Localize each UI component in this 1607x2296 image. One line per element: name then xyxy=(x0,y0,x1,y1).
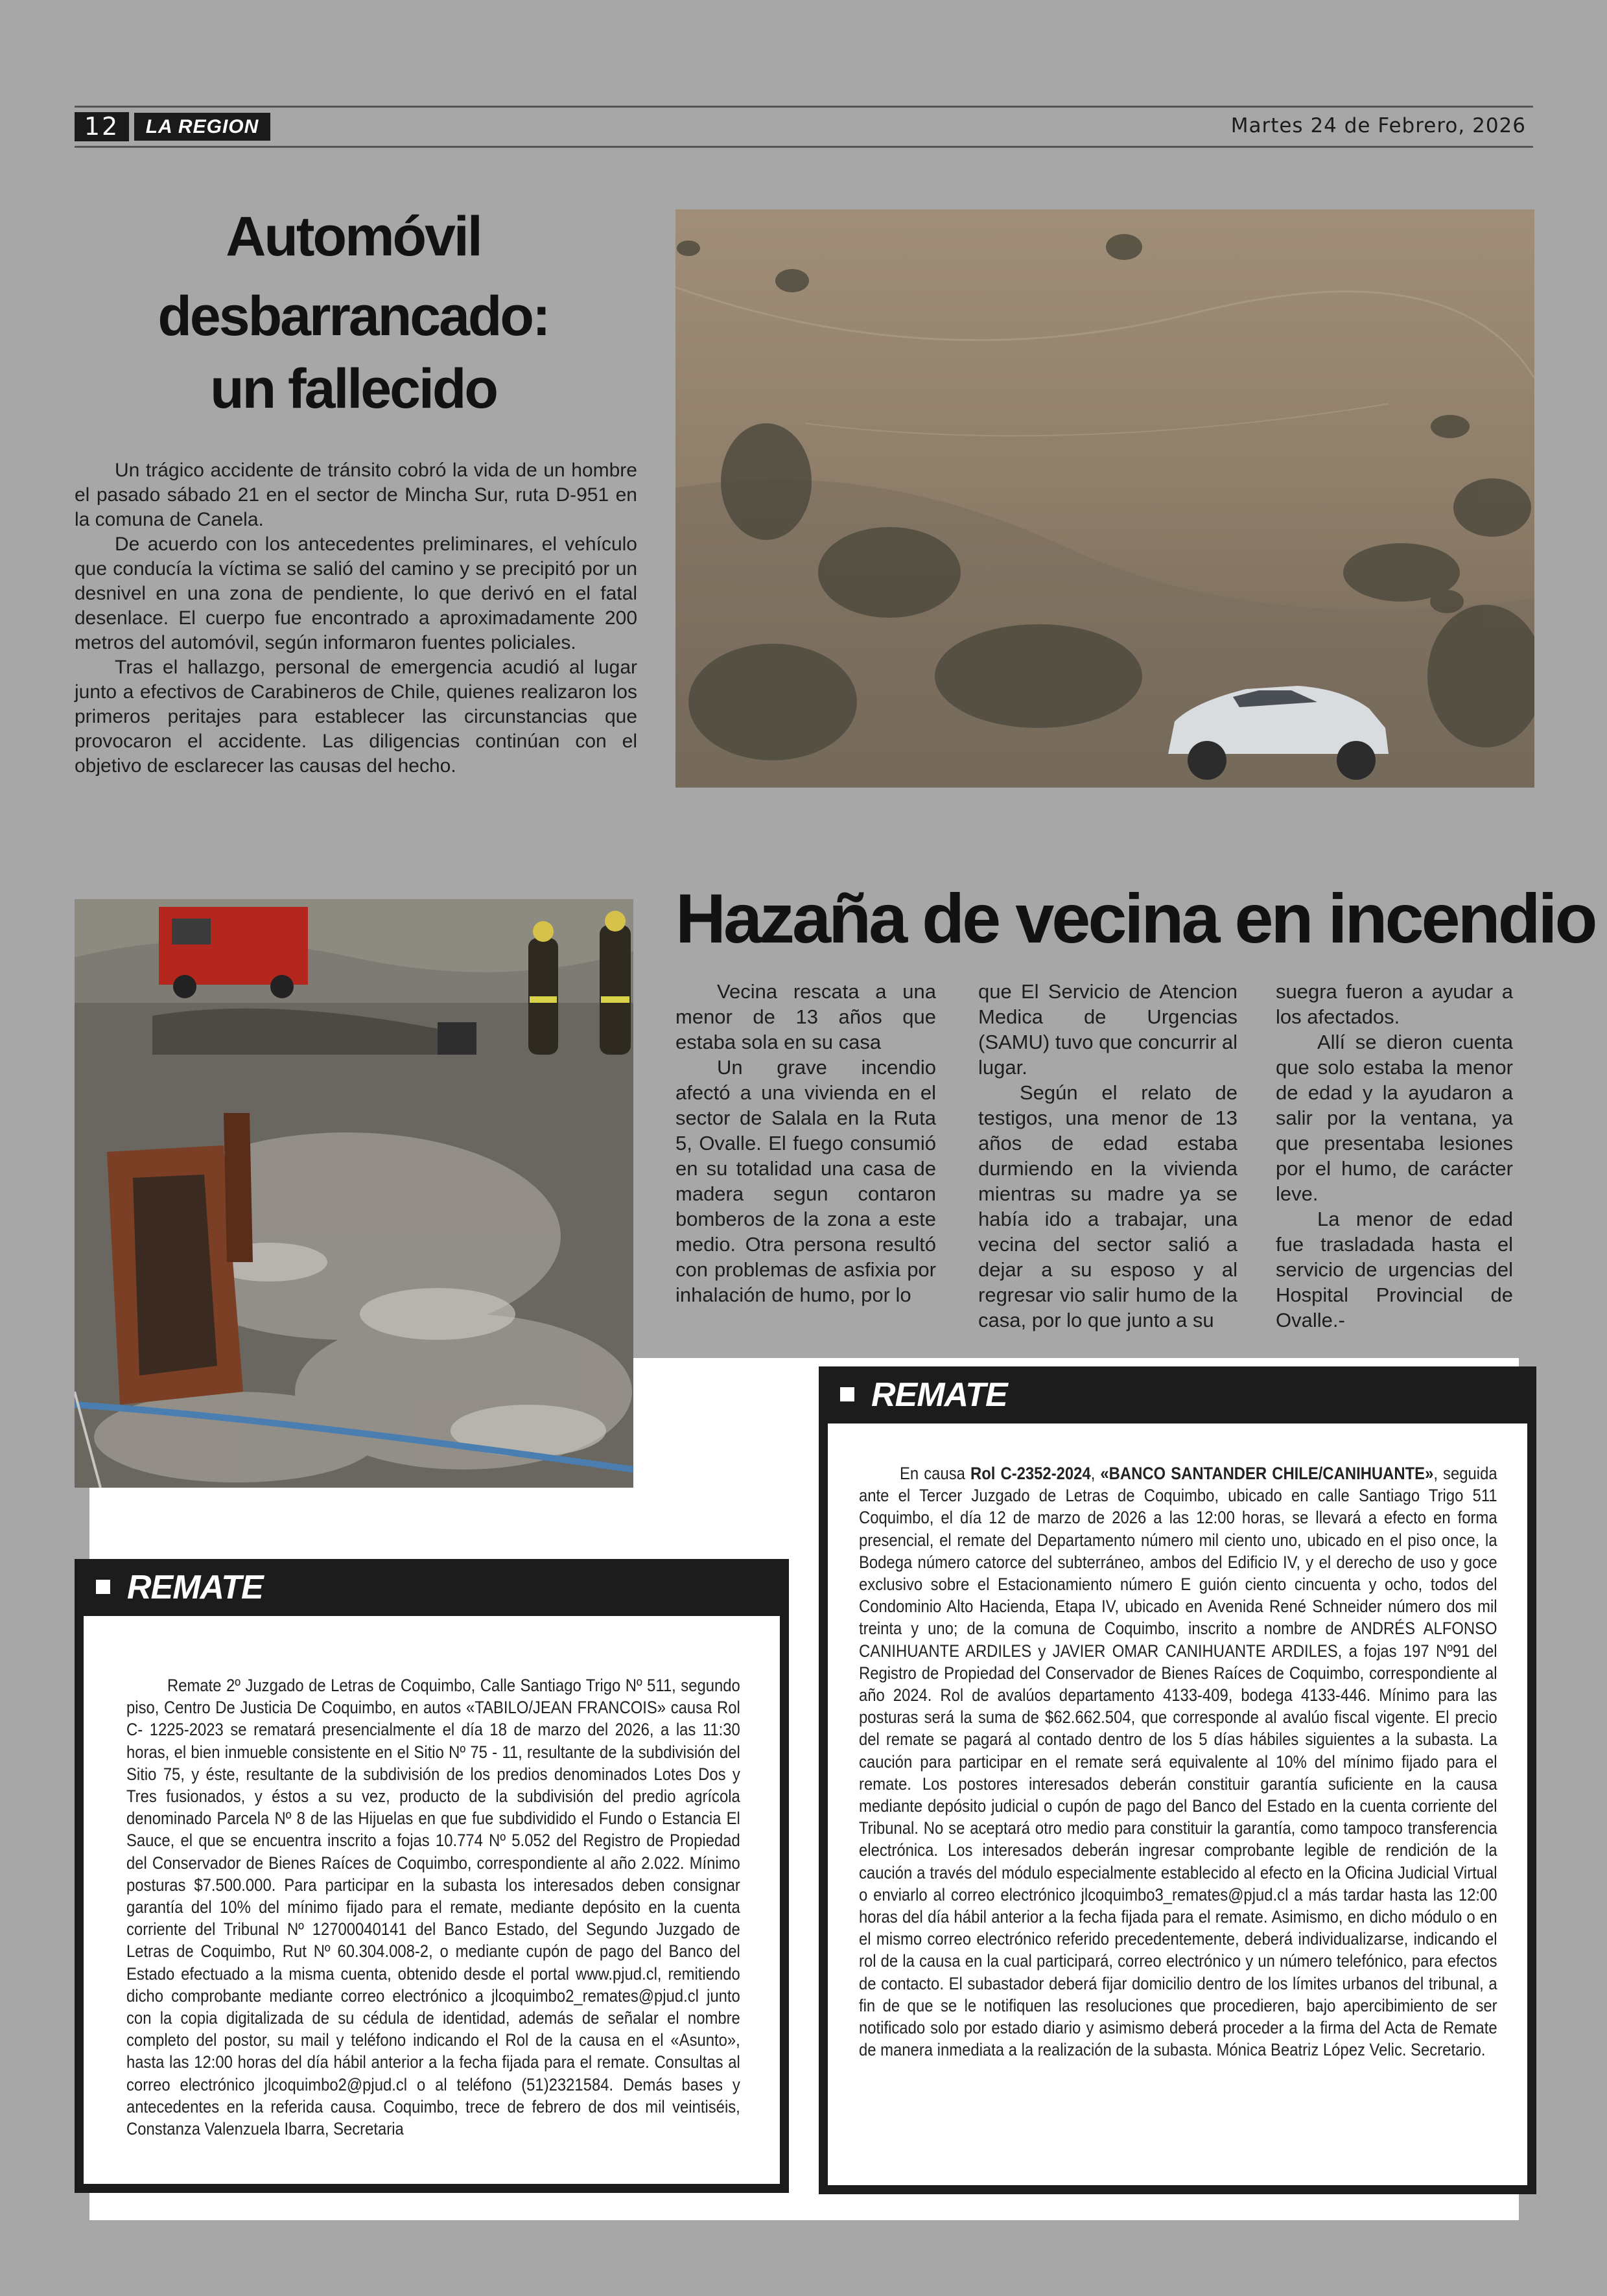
remate-right-intro: En causa xyxy=(900,1464,970,1483)
remate-right-body-text: , seguida ante el Tercer Juzgado de Letras de Coquimbo, ubicado en calle Santiago Trigo 511 Coquimbo, el día 12 de marzo de 2026 a las 12:00 horas, se llevará a efecto en forma presencial, el remate del Departamento número mil ciento uno, ubicado en el piso once, la Bodega número catorce del subterráneo, ambos del Edificio IV, y el derecho de uso y goce exclusivo sobre el Estacionamiento número E guión ciento cincuenta y ocho, todos del Condominio Alto Hacienda, Etapa IV, ubicado en Avenida René Schneider número dos mil treinta y uno; de la comuna de Coquimbo, inscrito a nombre de ANDRÉS ALFONSO CANIHUANTE ARDILES y JAVIER OMAR CANIHUANTE ARDILES, a fojas 197 Nº91 del Registro de Propiedad del Conservador de Bienes Raíces de Coquimbo, correspondiente al año 2024. Rol de avalúos departamento 4133-409, bodega 4133-446. Mínimo para las posturas será la suma de $62.662.504, que corresponde al avalúo fiscal vigente. El precio del remate se pagará al contado dentro de los 5 días hábiles siguientes a la subasta. La caución para participar en el remate será equivalente al 10% del mínimo fijado para el remate. Los postores interesados deberán constituir garantía suficiente en la causa mediante depósito judicial o cupón de pago del Banco del Estado en la cuenta corriente del Tribunal. No se aceptará otro medio para constituir la garantía, como tampoco transferencia electrónica. Los interesados deberán ingresar comprobante legible de rendición de la caución a través del módulo especialmente establecido al efecto en la Oficina Judicial Virtual o enviarlo al correo electrónico jlcoquimbo3_remates@pjud.cl a más tardar hasta las 12:00 horas del día hábil anterior a la fecha fijada para el remate. Asimismo, en dicho módulo o en el mismo correo electrónico referido precedentemente, deberá individualizarse, indicando el rol de la causa en la cual participará, correo electrónico y un número telefónico, para efectos de contacto. El subastador deberá fijar domicilio dentro de los límites urbanos del tribunal, a fin de que se le notifiquen las resoluciones que procedieren, bajo apercibimiento de ser notificado solo por estado diario y asimismo deberá proceder a la firma del Acta de Remate de manera inmediata a la realización de la subasta. Mónica Beatriz López Velic. Secretario. xyxy=(859,1464,1497,2060)
article1-paragraph: Tras el hallazgo, personal de emergencia acudió al lugar junto a efectivos de Carabineros de Chile, quienes realizaron los primeros peritajes para establecer las circunstancias que provocaron el accidente. Las diligencias continúan con el objetivo de esclarecer las causas del hecho. xyxy=(75,657,637,777)
fire-truck-shape xyxy=(159,907,308,998)
remate-notice-left xyxy=(75,1559,789,2193)
article2-column-2 xyxy=(978,979,1238,1333)
article1-paragraph: Un trágico accidente de tránsito cobró la vida de un hombre el pasado sábado 21 en el sector de Mincha Sur, ruta D-951 en la comuna de Canela. xyxy=(75,460,637,530)
article2-column-1 xyxy=(675,979,936,1307)
fire-scene-photo xyxy=(75,899,633,1488)
page-number: 12 xyxy=(75,112,129,141)
article2-paragraph: Allí se dieron cuenta que solo estaba la menor de edad y la ayudaron a salir por la ventana, ya que presentaba lesiones por el humo, de carácter leve. xyxy=(1276,1031,1513,1205)
top-rule xyxy=(75,106,1533,108)
masthead-rule xyxy=(75,146,1533,148)
article2-paragraph: La menor de edad fue trasladada hasta el servicio de urgencias del Hospital Provincial de Ovalle.- xyxy=(1276,1208,1513,1331)
article2-paragraph: suegra fueron a ayudar a los afectados. xyxy=(1276,980,1513,1028)
article1-headline-line3: un fallecido xyxy=(210,358,497,420)
paper-name: LA REGION xyxy=(134,113,270,141)
remate-notice-right xyxy=(819,1366,1536,2194)
article1-headline-line2: desbarrancado: xyxy=(158,285,549,347)
car-accident-illustration xyxy=(675,209,1534,788)
remate-left-title-bar xyxy=(96,1568,263,1607)
fire-scene-illustration xyxy=(75,899,633,1488)
article1-body xyxy=(75,458,637,779)
burnt-beam-shape xyxy=(107,1113,253,1405)
remate-right-text xyxy=(859,1462,1497,2061)
remate-left-text: Remate 2º Juzgado de Letras de Coquimbo, Calle Santiago Trigo Nº 511, segundo piso, Centro De Justicia De Coquimbo, en autos «TABILO/JEAN FRANCOIS» causa Rol C- 1225-2023 se rematará presencialmente el día 18 de marzo del 2026, a las 11:30 horas, el bien inmueble consistente en el Sitio Nº 75 - 11, resultante de la subdivisión del Sitio 75, y éste, resultante de la subdivisión de los predios denominados Lotes Dos y Tres fusionados, y éstos a su vez, producto de la subdivisión del predio agrícola denominado Parcela Nº 8 de las Hijuelas en que fue subdividido el Fundo o Estancia El Sauce, el que se encuentra inscrito a fojas 10.774 Nº 5.052 del Registro de Propiedad del Conservador de Bienes Raíces de Coquimbo, correspondiente al año 2.022. Mínimo posturas $7.500.000. Para participar en la subasta los interesados deben consignar garantía del 10% del mínimo fijado para el remate, mediante depósito en la cuenta corriente del Tribunal Nº 12700040141 del Banco Estado, del Segundo Juzgado de Letras de Coquimbo, Rut Nº 60.304.008-2, o mediante cupón de pago del Banco del Estado efectuado a la misma cuenta, obtenido desde el portal www.pjud.cl, remitiendo dicho comprobante mediante correo electrónico a jlcoquimbo2_remates@pjud.cl junto con la copia digitalizada de su cédula de identidad, además de señalar el nombre completo del postor, su mail y teléfono indicando el Rol de la causa en el «Asunto», hasta las 12:00 horas del día hábil anterior a la fecha fijada para el remate. Consultas al correo electrónico jlcoquimbo2@pjud.cl o al teléfono (51)2321584. Demás bases y antecedentes en la referida causa. Coquimbo, trece de febrero de dos mil veintiséis, Constanza Valenzuela Ibarra, Secretaria xyxy=(126,1676,740,2139)
remate-right-text-block xyxy=(859,1462,1497,2061)
remate-right-title-bar xyxy=(840,1376,1007,1414)
square-bullet-icon xyxy=(96,1580,110,1594)
remate-left-text-block xyxy=(126,1674,740,2140)
notice-sheet-lower xyxy=(89,2191,1519,2220)
remate-left-title: REMATE xyxy=(127,1569,263,1606)
article2-paragraph: Vecina rescata a una menor de 13 años que estaba sola en su casa xyxy=(675,980,936,1053)
article2-paragraph: que El Servicio de Atencion Medica de Urgencias (SAMU) tuvo que concurrir al lugar. xyxy=(978,980,1238,1079)
remate-right-body xyxy=(828,1423,1527,2185)
article1-headline-line1: Automóvil xyxy=(226,205,481,268)
article2-column-3 xyxy=(1276,979,1513,1333)
remate-right-parties: «BANCO SANTANDER CHILE/CANIHUANTE» xyxy=(1100,1464,1434,1483)
article2-headline: Hazaña de vecina en incendio xyxy=(675,879,1595,957)
article2-paragraph: Según el relato de testigos, una menor de 13 años de edad estaba durmiendo en la vivienda mientras su madre ya se había ido a trabajar, una vecina del sector salió a dejar a su esposo y al regresar vio salir humo de la casa, por lo que junto a su xyxy=(978,1081,1238,1331)
square-bullet-icon xyxy=(840,1387,854,1401)
remate-right-separator: , xyxy=(1090,1464,1101,1483)
remate-right-title: REMATE xyxy=(871,1376,1007,1414)
article1-paragraph: De acuerdo con los antecedentes preliminares, el vehículo que conducía la víctima se salió del camino y se precipitó por un desnivel en una zona de pendiente, lo que derivó en el fatal desenlace. El cuerpo fue encontrado a aproximadamente 200 metros del automóvil, según informaron fuentes policiales. xyxy=(75,533,637,653)
remate-left-body xyxy=(84,1616,780,2184)
article2-paragraph: Un grave incendio afectó a una vivienda en el sector de Salala en la Ruta 5, Ovalle. El fuego consumió en su totalidad una casa de madera segun contaron bomberos de la zona a este medio. Otra persona resultó con problemas de asfixia por inhalación de humo, por lo xyxy=(675,1056,936,1306)
car-accident-photo xyxy=(675,209,1534,788)
remate-right-rol: Rol C-2352-2024 xyxy=(970,1464,1091,1483)
issue-date: Martes 24 de Febrero, 2026 xyxy=(1230,114,1526,137)
